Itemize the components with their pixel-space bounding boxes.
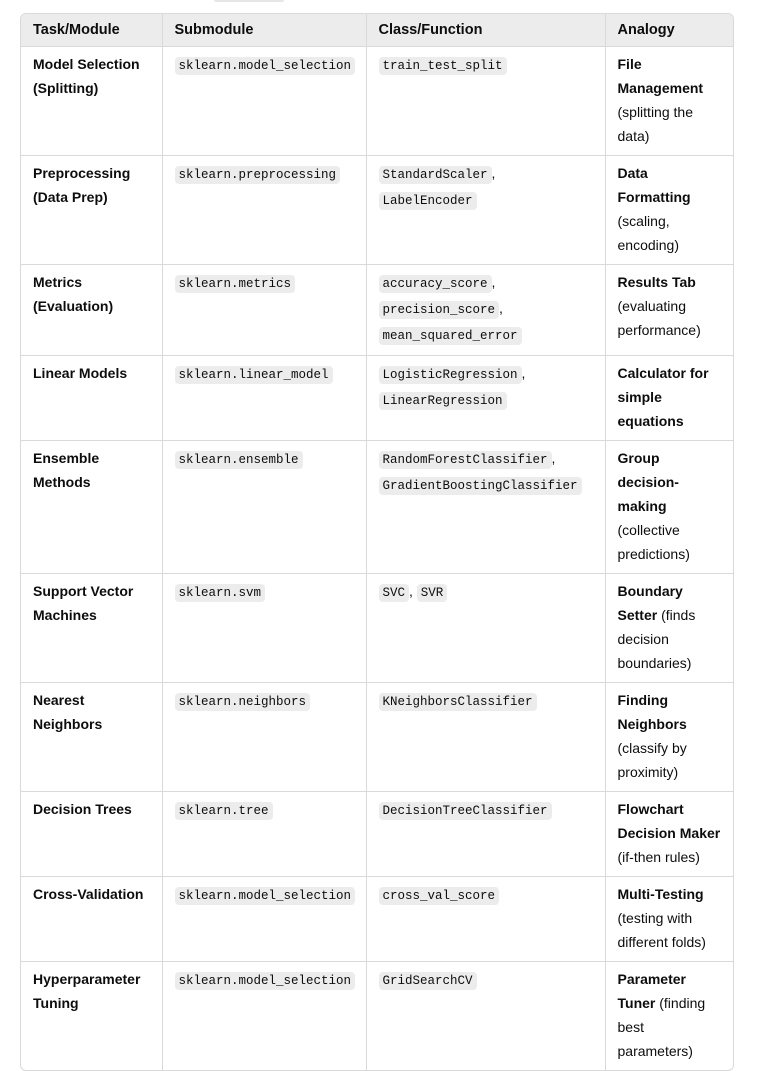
- submodule-code: sklearn.model_selection: [175, 57, 356, 75]
- submodule-code: sklearn.tree: [175, 802, 273, 820]
- class-function-code: SVC: [379, 584, 410, 602]
- class-function-cell: [366, 47, 605, 156]
- class-function-cell: [366, 683, 605, 792]
- analogy-cell: [605, 962, 733, 1071]
- class-function-code: LinearRegression: [379, 392, 507, 410]
- analogy-title: Parameter Tuner: [617, 971, 686, 1011]
- table-row: [21, 962, 733, 1071]
- analogy-description: (evaluating performance): [617, 298, 701, 338]
- analogy-cell: [605, 792, 733, 877]
- submodule-cell: [162, 156, 366, 265]
- submodule-cell: [162, 792, 366, 877]
- class-function-code: LabelEncoder: [379, 192, 477, 210]
- submodule-cell: [162, 265, 366, 356]
- submodule-code: sklearn.neighbors: [175, 693, 311, 711]
- analogy-cell: [605, 265, 733, 356]
- table-row: [21, 156, 733, 265]
- submodule-code: sklearn.linear_model: [175, 366, 333, 384]
- header-task-module: Task/Module: [21, 14, 162, 47]
- task-module-cell: Hyperparameter Tuning: [21, 962, 162, 1071]
- analogy-cell: [605, 47, 733, 156]
- task-module-cell: Support Vector Machines: [21, 574, 162, 683]
- submodule-cell: [162, 574, 366, 683]
- class-function-code: mean_squared_error: [379, 327, 522, 345]
- table-row: [21, 683, 733, 792]
- table-row: [21, 265, 733, 356]
- task-module-cell: Metrics (Evaluation): [21, 265, 162, 356]
- class-function-cell: SVC , SVR: [366, 574, 605, 683]
- analogy-description: (scaling, encoding): [617, 213, 679, 253]
- analogy-cell: [605, 441, 733, 574]
- class-function-code: cross_val_score: [379, 887, 500, 905]
- class-function-cell: accuracy_score , precision_score , mean_squared_error: [366, 265, 605, 356]
- class-function-cell: [366, 962, 605, 1071]
- class-function-code: precision_score: [379, 301, 500, 319]
- analogy-description: (finding best parameters): [617, 995, 706, 1059]
- analogy-title: Flowchart Decision Maker: [617, 801, 721, 841]
- analogy-title: Data Formatting: [617, 165, 691, 205]
- table-row: [21, 441, 733, 574]
- analogy-description: (testing with different folds): [617, 910, 706, 950]
- table-body: [21, 47, 733, 1071]
- analogy-description: (splitting the data): [617, 104, 693, 144]
- header-class-function: Class/Function: [366, 14, 605, 47]
- table-row: [21, 356, 733, 441]
- analogy-cell: [605, 574, 733, 683]
- class-function-code: GradientBoostingClassifier: [379, 477, 582, 495]
- header-analogy: Analogy: [605, 14, 733, 47]
- analogy-description: (if-then rules): [617, 849, 700, 865]
- submodule-cell: [162, 962, 366, 1071]
- class-function-cell: StandardScaler , LabelEncoder: [366, 156, 605, 265]
- sklearn-table-container: [20, 13, 734, 1071]
- sklearn-modules-table: [21, 14, 733, 1070]
- class-function-cell: RandomForestClassifier , GradientBoostingClassifier: [366, 441, 605, 574]
- task-module-cell: Nearest Neighbors: [21, 683, 162, 792]
- table-header-row: [21, 14, 733, 47]
- class-function-cell: [366, 877, 605, 962]
- submodule-cell: [162, 683, 366, 792]
- analogy-cell: [605, 877, 733, 962]
- analogy-title: File Management: [617, 56, 704, 96]
- class-function-code: LogisticRegression: [379, 366, 522, 384]
- submodule-code: sklearn.model_selection: [175, 887, 356, 905]
- submodule-code: sklearn.metrics: [175, 275, 296, 293]
- header-submodule: Submodule: [162, 14, 366, 47]
- analogy-description: (collective predictions): [617, 522, 690, 562]
- task-module-cell: Cross-Validation: [21, 877, 162, 962]
- submodule-code: sklearn.ensemble: [175, 451, 303, 469]
- class-function-cell: [366, 792, 605, 877]
- analogy-title: Group decision-making: [617, 450, 679, 514]
- table-row: [21, 574, 733, 683]
- analogy-description: (finds decision boundaries): [617, 607, 696, 671]
- task-module-cell: Model Selection (Splitting): [21, 47, 162, 156]
- table-row: [21, 792, 733, 877]
- submodule-code: sklearn.model_selection: [175, 972, 356, 990]
- table-row: [21, 877, 733, 962]
- task-module-cell: Ensemble Methods: [21, 441, 162, 574]
- analogy-cell: [605, 356, 733, 441]
- analogy-title: Results Tab: [617, 274, 696, 290]
- class-function-code: GridSearchCV: [379, 972, 477, 990]
- submodule-cell: [162, 441, 366, 574]
- analogy-title: Boundary Setter: [617, 583, 683, 623]
- class-function-code: SVR: [417, 584, 448, 602]
- class-function-code: KNeighborsClassifier: [379, 693, 537, 711]
- analogy-title: Finding Neighbors: [617, 692, 687, 732]
- submodule-code: sklearn.svm: [175, 584, 266, 602]
- submodule-cell: [162, 877, 366, 962]
- submodule-code: sklearn.preprocessing: [175, 166, 341, 184]
- class-function-code: train_test_split: [379, 57, 507, 75]
- task-module-cell: Linear Models: [21, 356, 162, 441]
- submodule-cell: [162, 356, 366, 441]
- top-scroll-indicator: [214, 0, 284, 2]
- class-function-code: DecisionTreeClassifier: [379, 802, 552, 820]
- class-function-code: accuracy_score: [379, 275, 492, 293]
- class-function-cell: LogisticRegression , LinearRegression: [366, 356, 605, 441]
- class-function-code: StandardScaler: [379, 166, 492, 184]
- task-module-cell: Decision Trees: [21, 792, 162, 877]
- analogy-description: (classify by proximity): [617, 740, 687, 780]
- analogy-title: Multi-Testing: [617, 886, 704, 902]
- analogy-cell: [605, 683, 733, 792]
- analogy-title: Calculator for simple equations: [617, 365, 709, 429]
- table-row: [21, 47, 733, 156]
- class-function-code: RandomForestClassifier: [379, 451, 552, 469]
- analogy-cell: [605, 156, 733, 265]
- submodule-cell: [162, 47, 366, 156]
- task-module-cell: Preprocessing (Data Prep): [21, 156, 162, 265]
